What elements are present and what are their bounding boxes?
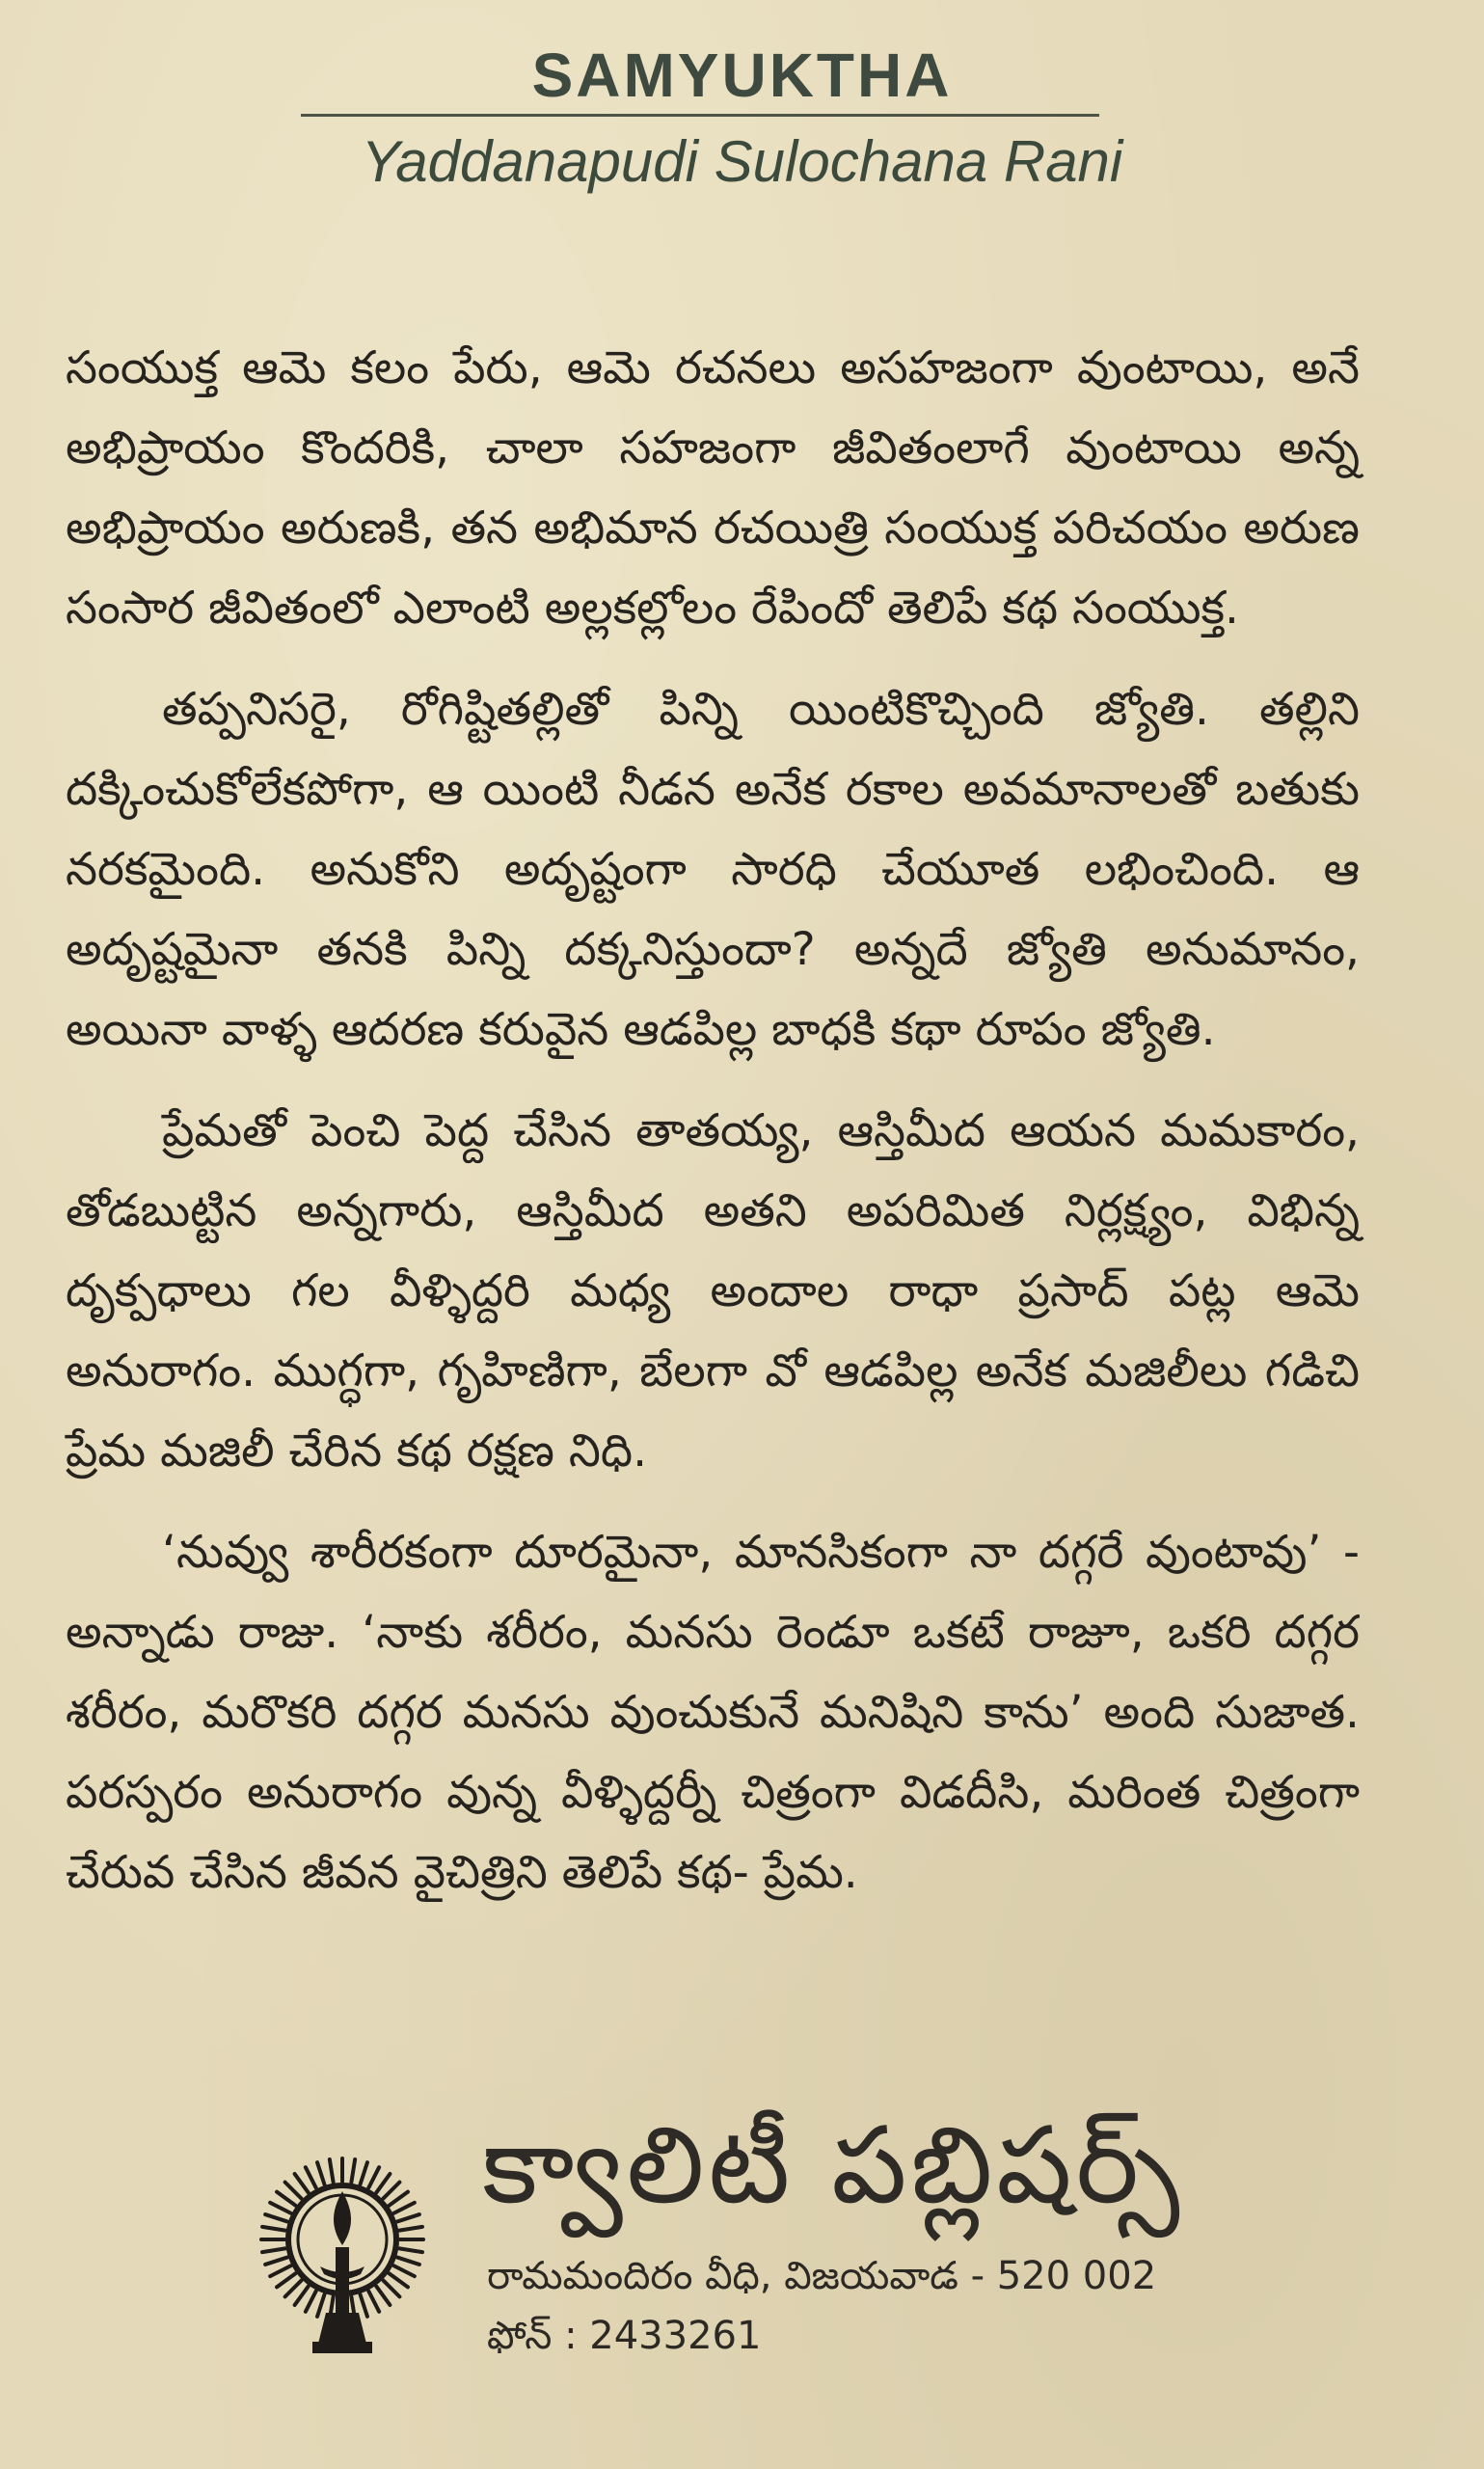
blurb-samyuktha: సంయుక్త ఆమె కలం పేరు, ఆమె రచనలు అసహజంగా వుంటాయి, అనే అభిప్రాయం కొందరికి, చాలా సహజంగా జీవితంలాగే వుంటాయి అన్న అభిప్రాయం అరుణకి, తన అభిమాన రచయిత్రి సంయుక్త పరిచయం అరుణ సంసార జీవితంలో ఎలాంటి అల్లకల్లోలం రేపిందో తెలిపే కథ సంయుక్త. (66, 341, 1360, 635)
publisher-phone: ఫోన్ : 2433261 (487, 2314, 762, 2358)
publisher-name: క్వాలిటీ పబ్లిషర్స్ (482, 2103, 1184, 2227)
publisher-footer (0, 2093, 1484, 2382)
book-title: SAMYUKTHA (531, 41, 953, 110)
lamp-sunburst-icon (258, 2151, 427, 2363)
blurb-jyothi: తప్పనిసరై, రోగిష్టితల్లితో పిన్ని యింటికొచ్చింది జ్యోతి. తల్లిని దక్కించుకోలేకపోగా, ఆ యింటి నీడన అనేక రకాల అవమానాలతో బతుకు నరకమైంది. అనుకోని అదృష్టంగా సారధి చేయూత లభించింది. ఆ అదృష్టమైనా తనకి పిన్ని దక్కనిస్తుందా? అన్నదే జ్యోతి అనుమానం, అయినా వాళ్ళ ఆదరణ కరువైన ఆడపిల్ల బాధకి కథా రూపం జ్యోతి. (66, 683, 1360, 1056)
blurb-prema: ‘నువ్వు శారీరకంగా దూరమైనా, మానసికంగా నా దగ్గరే వుంటావు’ - అన్నాడు రాజు. ‘నాకు శరీరం, మనసు రెండూ ఒకటే రాజూ, ఒకరి దగ్గర శరీరం, మరొకరి దగ్గర మనసు వుంచుకునే మనిషిని కాను’ అంది సుజాత. పరస్పరం అనురాగం వున్న వీళ్ళిద్దర్నీ చిత్రంగా విడదీసి, మరింత చిత్రంగా చేరువ చేసిన జీవన వైచిత్రిని తెలిపే కథ- ప్రేమ. (66, 1526, 1360, 1899)
author-name: Yaddanapudi Sulochana Rani (361, 129, 1123, 194)
blurb-rakshana-nidhi: ప్రేమతో పెంచి పెద్ద చేసిన తాతయ్య, ఆస్తిమీద ఆయన మమకారం, తోడబుట్టిన అన్నగారు, ఆస్తిమీద అతని అపరిమిత నిర్లక్ష్యం, విభిన్న దృక్పధాలు గల వీళ్ళిద్దరి మధ్య అందాల రాధా ప్రసాద్ పట్ల ఆమె అనురాగం. ముగ్ధగా, గృహిణిగా, బేలగా వో ఆడపిల్ల అనేక మజిలీలు గడిచి ప్రేమ మజిలీ చేరిన కథ రక్షణ నిధి. (66, 1104, 1360, 1478)
title-divider (301, 114, 1099, 117)
publisher-address: రామమందిరం వీధి, విజయవాడ - 520 002 (487, 2254, 1157, 2298)
blurb-section (66, 328, 1360, 1934)
header (0, 37, 1484, 114)
